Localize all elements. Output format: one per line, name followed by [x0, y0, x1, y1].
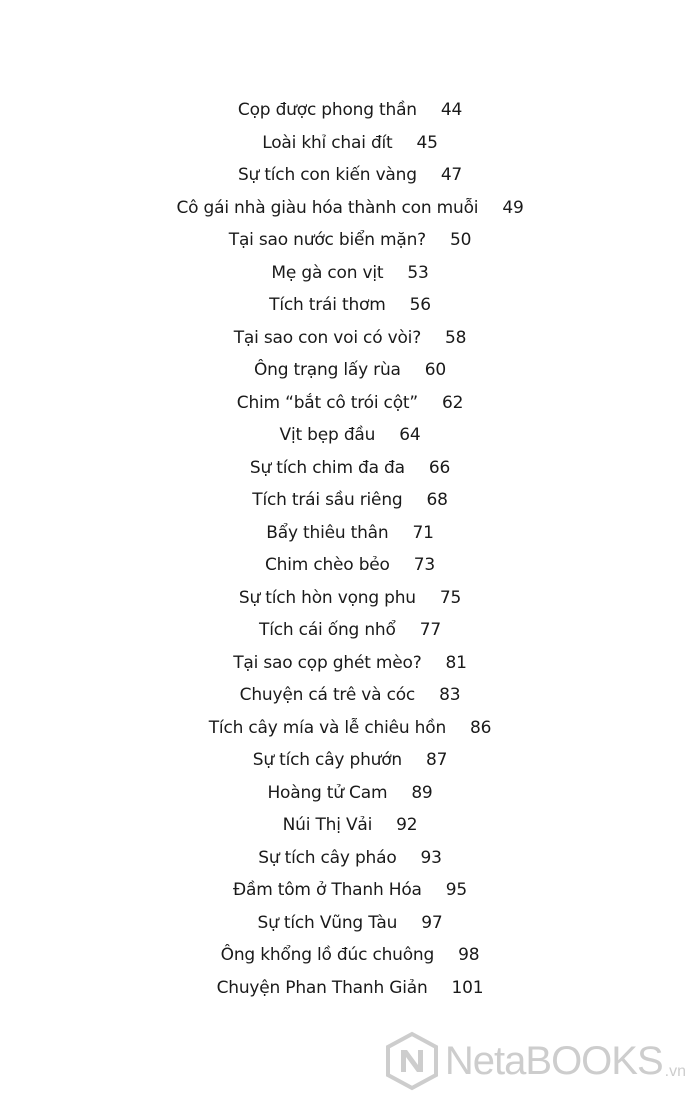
- toc-title: Loài khỉ chai đít: [262, 132, 393, 153]
- toc-entry[interactable]: [0, 517, 700, 550]
- toc-page-number: 73: [413, 555, 435, 575]
- toc-entry[interactable]: [0, 809, 700, 842]
- toc-page-number: 49: [502, 197, 524, 218]
- toc-title: Vịt bẹp đầu: [279, 425, 376, 445]
- toc-page-number: 45: [416, 132, 438, 153]
- toc-entry[interactable]: [0, 224, 700, 257]
- toc-page-number: 97: [421, 912, 443, 933]
- toc-title: Sự tích hòn vọng phu: [238, 587, 416, 608]
- toc-title: Sự tích Vũng Tàu: [257, 912, 398, 933]
- toc-page-number: 95: [445, 880, 467, 900]
- toc-entry[interactable]: [0, 614, 700, 647]
- toc-page-number: 93: [420, 847, 442, 868]
- toc-title: Ông khổng lồ đúc chuông: [220, 945, 435, 965]
- netabooks-watermark: [385, 1031, 686, 1091]
- toc-page-number: 60: [424, 360, 446, 380]
- toc-page-number: 89: [411, 782, 433, 803]
- toc-page-number: 53: [407, 262, 429, 283]
- toc-entry[interactable]: [0, 939, 700, 972]
- toc-page-number: 81: [445, 652, 467, 673]
- toc-entry[interactable]: [0, 257, 700, 290]
- toc-entry[interactable]: [0, 549, 700, 582]
- toc-title: Mẹ gà con vịt: [271, 262, 384, 283]
- watermark-suffix: .vn: [664, 1063, 686, 1080]
- toc-page-number: 98: [458, 945, 480, 965]
- toc-title: Chuyện cá trê và cóc: [239, 685, 416, 705]
- toc-entry[interactable]: [0, 712, 700, 745]
- toc-entry[interactable]: [0, 679, 700, 712]
- toc-entry[interactable]: [0, 907, 700, 940]
- toc-title: Ông trạng lấy rùa: [253, 360, 401, 380]
- toc-title: Chim “bắt cô trói cột”: [236, 392, 418, 413]
- toc-entry[interactable]: [0, 289, 700, 322]
- toc-title: Tích trái sầu riêng: [252, 490, 403, 510]
- toc-entry[interactable]: [0, 192, 700, 225]
- toc-page-number: 58: [445, 327, 467, 348]
- toc-title: Núi Thị Vải: [282, 815, 373, 835]
- netabooks-logo-icon: [385, 1031, 439, 1091]
- toc-entry[interactable]: [0, 744, 700, 777]
- toc-title: Bẩy thiêu thân: [266, 522, 389, 543]
- toc-title: Tại sao cọp ghét mèo?: [233, 652, 422, 673]
- toc-entry[interactable]: [0, 582, 700, 615]
- toc-title: Tích cây mía và lễ chiêu hồn: [208, 717, 447, 738]
- toc-title: Hoàng tử Cam: [267, 782, 388, 803]
- toc-page-number: 87: [426, 750, 448, 770]
- toc-page-number: 64: [399, 425, 421, 445]
- toc-entry[interactable]: [0, 354, 700, 387]
- toc-title: Tích cái ống nhổ: [259, 620, 396, 640]
- toc-title: Tại sao con voi có vòi?: [233, 327, 422, 348]
- toc-title: Sự tích con kiến vàng: [237, 165, 417, 185]
- toc-title: Tích trái thơm: [269, 295, 386, 315]
- toc-page-number: 71: [412, 522, 434, 543]
- toc-entry[interactable]: [0, 647, 700, 680]
- toc-page-number: 62: [441, 392, 464, 413]
- toc-entry[interactable]: [0, 387, 700, 420]
- toc-entry[interactable]: [0, 419, 700, 452]
- toc-page-number: 101: [451, 977, 484, 998]
- toc-title: Sự tích cây pháo: [258, 847, 397, 868]
- toc-page-number: 75: [439, 587, 462, 608]
- toc-page-number: 66: [428, 457, 451, 478]
- toc-entry[interactable]: [0, 159, 700, 192]
- watermark-brand: NetaBOOKS: [444, 1038, 663, 1083]
- toc-entry[interactable]: [0, 452, 700, 485]
- toc-entry[interactable]: [0, 874, 700, 907]
- toc-page-number: 50: [450, 230, 472, 250]
- toc-title: Đầm tôm ở Thanh Hóa: [233, 880, 422, 900]
- toc-page-number: 86: [470, 717, 492, 738]
- toc-entry[interactable]: [0, 322, 700, 355]
- toc-page-number: 47: [440, 165, 463, 185]
- toc-title: Chuyện Phan Thanh Giản: [216, 977, 428, 998]
- toc-entry[interactable]: [0, 127, 700, 160]
- toc-title: Cọp được phong thần: [237, 100, 417, 120]
- toc-title: Chim chèo bẻo: [264, 555, 390, 575]
- toc-entry[interactable]: [0, 972, 700, 1005]
- toc-page-number: 92: [396, 815, 418, 835]
- toc-page-number: 83: [439, 685, 461, 705]
- toc-entry[interactable]: [0, 842, 700, 875]
- toc-entry[interactable]: [0, 94, 700, 127]
- toc-entry[interactable]: [0, 777, 700, 810]
- toc-title: Tại sao nước biển mặn?: [228, 230, 426, 250]
- toc-page-number: 77: [419, 620, 441, 640]
- toc-title: Cô gái nhà giàu hóa thành con muỗi: [176, 197, 479, 218]
- toc-page-number: 68: [426, 490, 448, 510]
- toc-page-number: 56: [409, 295, 431, 315]
- table-of-contents: [0, 94, 700, 1004]
- toc-title: Sự tích chim đa đa: [249, 457, 405, 478]
- toc-page-number: 44: [440, 100, 463, 120]
- toc-title: Sự tích cây phướn: [252, 750, 402, 770]
- toc-entry[interactable]: [0, 484, 700, 517]
